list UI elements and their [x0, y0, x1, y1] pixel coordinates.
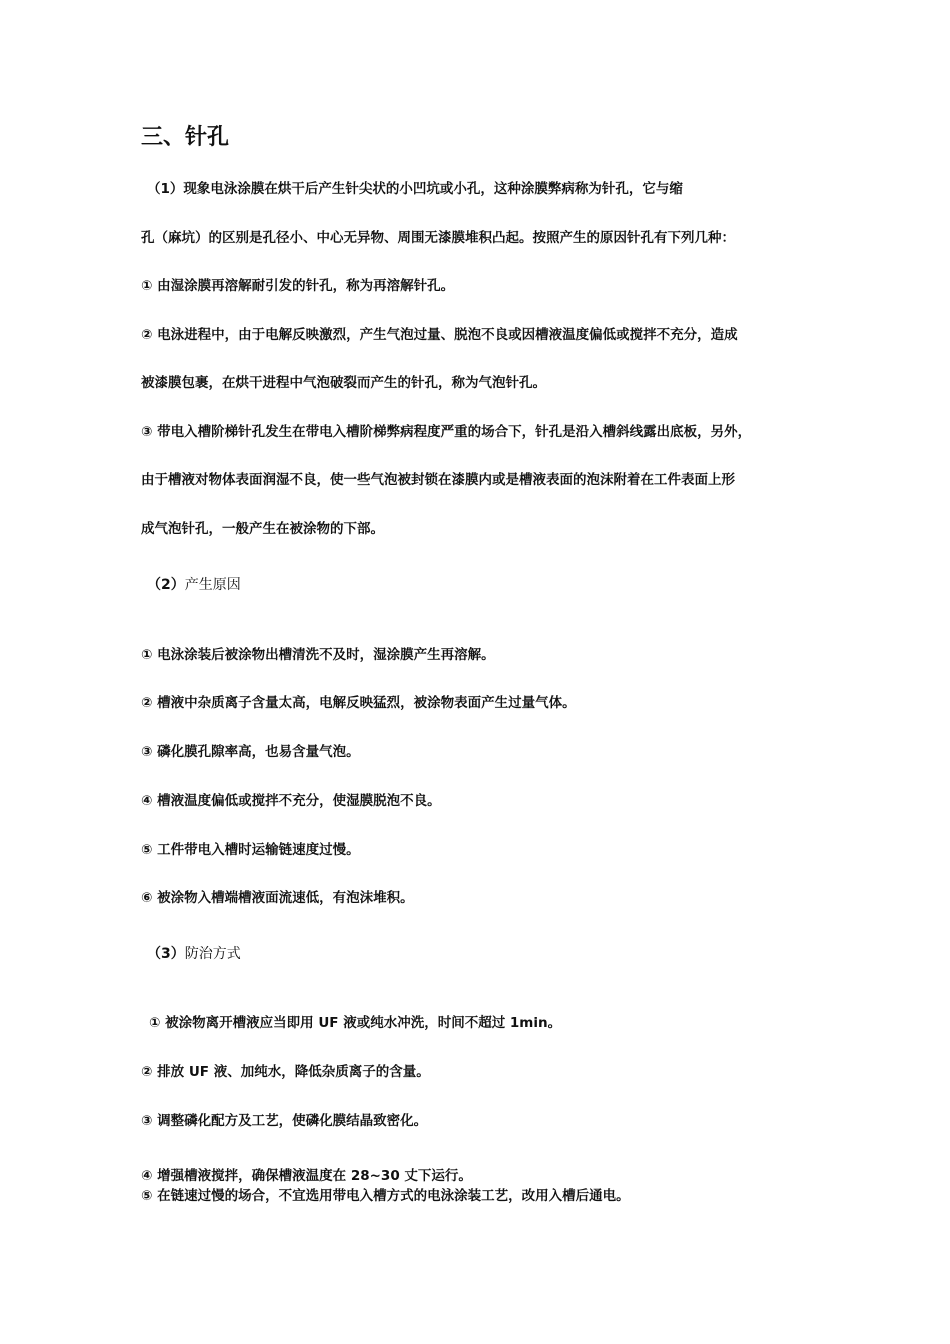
- section3-heading-text: 防治方式: [184, 946, 241, 962]
- section1-item2-line2: 被漆膜包裹，在烘干进程中气泡破裂而产生的针孔，称为气泡针孔。: [141, 375, 546, 391]
- section1-item3-line2: 由于槽液对物体表面润湿不良，使一些气泡被封锁在漆膜内或是槽液表面的泡沫附着在工件表面上形: [141, 472, 735, 488]
- section2-heading-number: （2）: [147, 577, 185, 593]
- section3-heading-number: （3）: [147, 946, 185, 962]
- section3-item-5: ⑤ 在链速过慢的场合，不宜选用带电入槽方式的电泳涂装工艺，改用入槽后通电。: [141, 1188, 630, 1204]
- section1-item1: ① 由湿涂膜再溶解耐引发的针孔，称为再溶解针孔。: [141, 278, 455, 294]
- section2-item-3: ③ 磷化膜孔隙率高，也易含量气泡。: [141, 744, 360, 760]
- page-title: 三、针孔: [141, 125, 230, 150]
- section2-item-6: ⑥ 被涂物入槽端槽液面流速低，有泡沫堆积。: [141, 890, 414, 906]
- section1-item3-line3: 成气泡针孔，一般产生在被涂物的下部。: [141, 521, 384, 537]
- section1-paragraph-line2: 孔（麻坑）的区别是孔径小、中心无异物、周围无漆膜堆积凸起。按照产生的原因针孔有下列几种：: [141, 230, 735, 246]
- section2-item-1: ① 电泳涂装后被涂物出槽清洗不及时，湿涂膜产生再溶解。: [141, 647, 495, 663]
- section2-item-2: ② 槽液中杂质离子含量太高，电解反映猛烈，被涂物表面产生过量气体。: [141, 695, 576, 711]
- section3-heading: [147, 945, 241, 963]
- section3-item-3: ③ 调整磷化配方及工艺，使磷化膜结晶致密化。: [141, 1113, 428, 1129]
- section3-item-4: ④ 增强槽液搅拌，确保槽液温度在 28~30 丈下运行。: [141, 1168, 472, 1184]
- section1-item3-line1: ③ 带电入槽阶梯针孔发生在带电入槽阶梯弊病程度严重的场合下，针孔是沿入槽斜线露出底板，另外，: [141, 424, 752, 440]
- section3-item-2: ② 排放 UF 液、加纯水，降低杂质离子的含量。: [141, 1064, 430, 1080]
- section2-item-5: ⑤ 工件带电入槽时运输链速度过慢。: [141, 842, 360, 858]
- section3-item-1: ① 被涂物离开槽液应当即用 UF 液或纯水冲洗，时间不超过 1min。: [149, 1015, 562, 1031]
- section2-heading: [147, 576, 241, 594]
- section2-heading-text: 产生原因: [184, 577, 241, 593]
- section1-item2-line1: ② 电泳进程中，由于电解反映激烈，产生气泡过量、脱泡不良或因槽液温度偏低或搅拌不充分，造成: [141, 327, 738, 343]
- section1-paragraph-line1: （1）现象电泳涂膜在烘干后产生针尖状的小凹坑或小孔，这种涂膜弊病称为针孔，它与缩: [147, 181, 683, 197]
- section2-item-4: ④ 槽液温度偏低或搅拌不充分，使湿膜脱泡不良。: [141, 793, 441, 809]
